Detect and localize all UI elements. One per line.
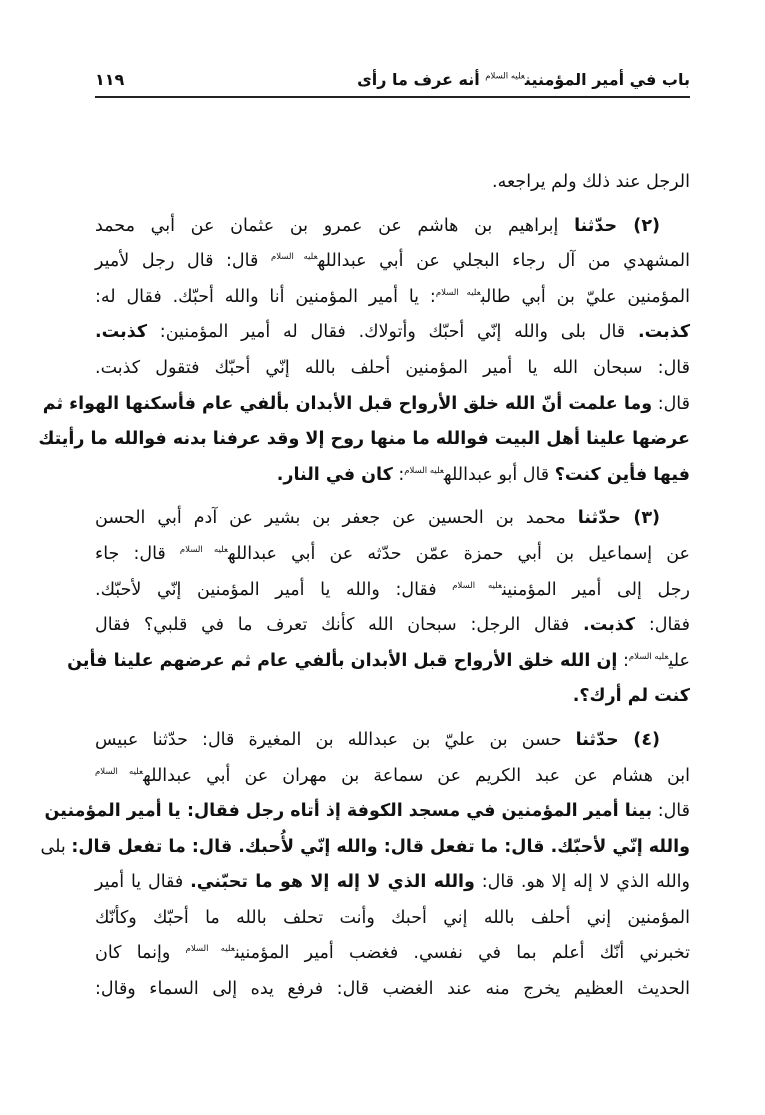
text-segment: بلى (40, 836, 72, 857)
bold-text: كنت لم أرك؟. (572, 686, 690, 707)
text-segment: قال: جاء (95, 543, 180, 564)
bold-text: (٤) حدّثنا (575, 729, 660, 750)
text-segment: باب في أمير المؤمنين (524, 70, 690, 89)
text-line (95, 972, 690, 1008)
text-line (95, 608, 690, 644)
text-line (95, 209, 690, 245)
text-line (95, 458, 690, 494)
honorific: عليه السلام (485, 71, 525, 82)
text-segment: قال: سبحان الله يا أمير المؤمنين أحلف بالله إنّي أحبّك فتقول كذبت. (95, 357, 690, 378)
bold-text: والله الذي لا إله إلا هو ما تحبّني. (190, 872, 475, 893)
honorific: عليه السلام (270, 252, 318, 263)
text-line (95, 537, 690, 573)
running-title (357, 70, 690, 89)
honorific: عليه السلام (179, 545, 229, 556)
text-line (95, 901, 690, 937)
text-line (95, 280, 690, 316)
text-line (44, 794, 690, 830)
bold-text: بينا أمير المؤمنين في مسجد الكوفة إذ أتاه رجل فقال: يا أمير المؤمنين (44, 801, 653, 822)
honorific: عليه السلام (628, 651, 669, 662)
text-segment: تخبرني أنّك أعلم بما في نفسي. فغضب أمير المؤمنين (234, 943, 690, 964)
text-line (95, 244, 690, 280)
text-line (95, 759, 690, 795)
bold-text: كذبت. (637, 322, 690, 343)
text-segment: قال بلى والله إنّي أحبّك وأتولاك. فقال له أمير المؤمنين: (147, 322, 638, 343)
bold-text: كذبت. (583, 615, 636, 636)
bold-text: والله إنّي لأحبّك. قال: ما تفعل قال: والله إنّي لأُحبك. قال: ما تفعل قال: (71, 836, 690, 857)
text-segment: الحديث العظيم يخرج منه عند الغضب قال: فرفع يده إلى السماء وقال: (95, 979, 690, 1000)
text-segment: محمد بن الحسين عن جعفر بن بشير عن آدم أبي الحسن (95, 508, 578, 529)
honorific: عليه السلام (435, 287, 481, 298)
text-line (95, 865, 690, 901)
text-segment: قال: (652, 393, 690, 414)
text-segment: : يا أمير المؤمنين أنا والله أحبّك. فقال له: (95, 286, 436, 307)
bold-text: وما علمت أنّ الله خلق الأرواح قبل الأبدان بألفي عام فأسكنها الهواء ثم (42, 393, 653, 414)
text-segment: إبراهيم بن هاشم عن عمرو بن عثمان عن أبي محمد (95, 215, 575, 236)
text-line (42, 387, 690, 423)
text-segment: قال أبو عبدالله (443, 464, 555, 485)
bold-text: (٣) حدّثنا (577, 508, 660, 529)
bold-text: (٢) حدّثنا (574, 215, 660, 236)
text-line (95, 501, 690, 537)
bold-text: إن الله خلق الأرواح قبل الأبدان بألفي عام ثم عرضهم علينا فأين (67, 650, 618, 671)
text-line (38, 422, 690, 458)
bold-text: كان في النار. (276, 464, 393, 485)
text-line (95, 936, 690, 972)
text-line (67, 644, 690, 680)
text-segment: أنه عرف ما رأى (357, 70, 486, 89)
paragraph (40, 723, 691, 1008)
bold-text: كذبت. (95, 322, 148, 343)
paragraph (95, 165, 690, 201)
text-line (95, 351, 690, 387)
text-segment: حسن بن عليّ بن عبدالله بن المغيرة قال: حدّثنا عبيس (95, 729, 576, 750)
text-segment: علي (668, 650, 690, 671)
paragraph (67, 501, 691, 715)
text-segment: والله الذي لا إله إلا هو. قال: (474, 872, 690, 893)
text-segment: المؤمنين إني أحلف بالله إني أحبك وأنت تحلف بالله ما أحبّك وكأنّك (95, 907, 690, 928)
text-segment: : (617, 650, 629, 671)
honorific: عليه السلام (95, 766, 144, 777)
text-line (95, 573, 690, 609)
bold-text: عرضها علينا أهل البيت فوالله ما منها روح إلا وقد عرفنا بدنه فوالله ما رأيتك (38, 429, 690, 450)
text-segment: : (392, 464, 405, 485)
text-segment: المؤمنين عليّ بن أبي طالب (480, 286, 690, 307)
honorific: عليه السلام (185, 944, 235, 955)
text-segment: فقال: (635, 615, 690, 636)
honorific: عليه السلام (404, 465, 444, 476)
text-segment: ابن هشام عن عبد الكريم عن سماعة بن مهران عن أبي عبدالله (143, 765, 691, 786)
paragraph (38, 209, 691, 494)
text-line (95, 315, 690, 351)
text-segment: فقال: والله يا أمير المؤمنين إنّي لأحبّك. (95, 579, 453, 600)
text-segment: رجل إلى أمير المؤمنين (501, 579, 690, 600)
text-segment: فقال يا أمير (95, 872, 191, 893)
text-segment: وإنما كان (95, 943, 186, 964)
text-line (40, 830, 690, 866)
text-segment: فقال الرجل: سبحان الله كأنك تعرف ما في قلبي؟ فقال (95, 615, 584, 636)
page-header (95, 68, 690, 98)
page-body (38, 165, 691, 1016)
text-line (95, 165, 690, 201)
text-segment: قال: (652, 801, 690, 822)
page-number: ١١٩ (95, 70, 125, 89)
text-segment: الرجل عند ذلك ولم يراجعه. (492, 172, 690, 192)
honorific: عليه السلام (452, 580, 502, 591)
text-segment: المشهدي من آل رجاء البجلي عن أبي عبدالله (317, 251, 691, 272)
text-line (95, 679, 690, 715)
text-line (95, 723, 690, 759)
text-segment: قال: قال رجل لأمير (95, 251, 271, 272)
text-segment: عن إسماعيل بن أبي حمزة عمّن حدّثه عن أبي عبدالله (228, 543, 691, 564)
bold-text: فيها فأين كنت؟ (554, 464, 690, 485)
